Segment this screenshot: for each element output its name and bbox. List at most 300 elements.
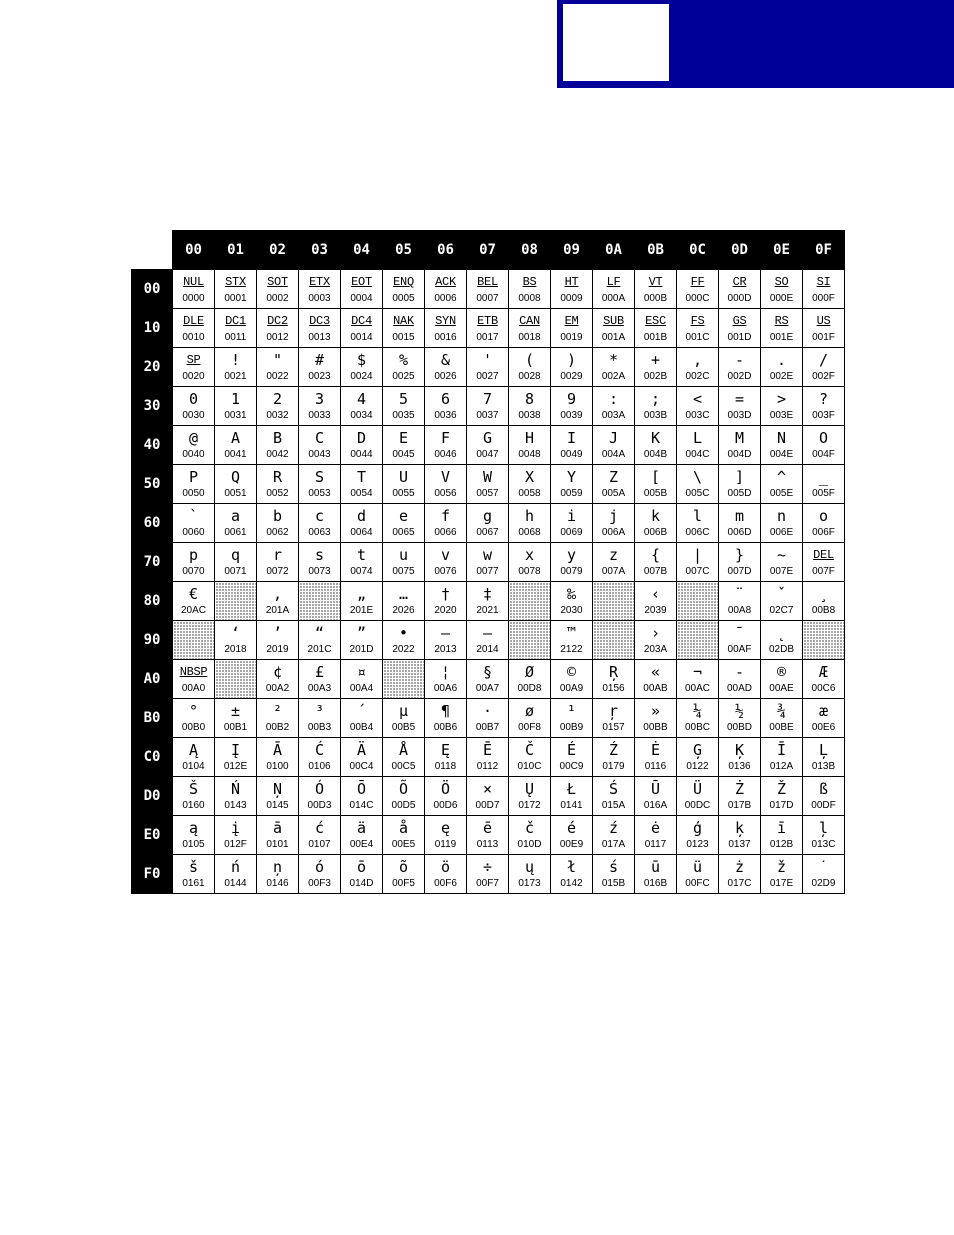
unicode-code: 0004 [350,293,373,304]
character-cell [467,777,509,816]
character-cell [383,348,425,387]
unicode-code: 001C [685,332,710,343]
character-glyph: ’ [272,624,283,642]
character-cell [341,738,383,777]
character-cell [593,387,635,426]
character-cell [803,465,845,504]
control-code-name: FS [690,314,705,328]
unicode-code: 0036 [434,410,457,421]
character-glyph: ō [356,858,367,876]
character-cell [173,777,215,816]
unicode-code: 203A [643,644,668,655]
unicode-code: 0016 [434,332,457,343]
character-cell [383,465,425,504]
unicode-code: 20AC [180,605,206,616]
unicode-code: 0013 [308,332,331,343]
unicode-code: 014C [349,800,374,811]
row-header: 50 [132,465,173,504]
character-cell [299,777,341,816]
character-cell [215,387,257,426]
character-cell [257,660,299,699]
unicode-code: 0105 [182,839,205,850]
character-cell [383,543,425,582]
unicode-code: 0038 [518,410,541,421]
character-glyph: ‘ [230,624,241,642]
unicode-code: 0059 [560,488,583,499]
character-cell [383,387,425,426]
character-cell [803,348,845,387]
character-glyph: ~ [776,546,787,564]
unicode-code: 0143 [224,800,247,811]
column-header: 0D [719,231,761,270]
character-cell [593,465,635,504]
character-cell [341,348,383,387]
unicode-code: 0042 [266,449,289,460]
character-cell [803,738,845,777]
character-glyph: 0 [188,390,199,408]
character-cell [509,699,551,738]
character-cell [215,426,257,465]
character-glyph: * [608,351,619,369]
row-header: 90 [132,621,173,660]
character-cell [173,426,215,465]
character-cell [509,738,551,777]
character-cell [677,309,719,348]
unicode-code: 0141 [560,800,583,811]
unicode-code: 007C [685,566,710,577]
character-glyph: ŗ [608,702,619,720]
character-cell [215,777,257,816]
control-code-name: GS [732,314,747,328]
unicode-code: 0037 [476,410,499,421]
unicode-code: 0027 [476,371,499,382]
character-glyph: + [650,351,661,369]
character-cell [425,738,467,777]
character-glyph: Ō [356,780,367,798]
table-row [132,621,845,660]
unicode-code: 005C [685,488,710,499]
character-glyph: Ķ [734,741,745,759]
character-cell [215,270,257,309]
unicode-code: 005B [643,488,668,499]
unicode-code: 00AC [684,683,710,694]
character-cell [803,426,845,465]
character-cell [677,504,719,543]
character-cell [593,699,635,738]
column-header: 0C [677,231,719,270]
control-code-name: NBSP [179,665,208,679]
character-cell [215,621,257,660]
unicode-code: 0074 [350,566,373,577]
character-cell [467,270,509,309]
character-glyph: ž [776,858,787,876]
unicode-code: 0050 [182,488,205,499]
unicode-code: 0142 [560,878,583,889]
character-cell [299,543,341,582]
character-cell [719,660,761,699]
unicode-code: 00B8 [811,605,836,616]
unicode-code: 0048 [518,449,541,460]
unicode-code: 0173 [518,878,541,889]
code-page-table [131,230,845,894]
character-cell [509,543,551,582]
character-glyph: Ó [314,780,325,798]
unicode-code: 0078 [518,566,541,577]
unicode-code: 00B9 [559,722,584,733]
table-row [132,426,845,465]
character-glyph: M [734,429,745,447]
character-glyph: | [692,546,703,564]
character-cell [635,270,677,309]
control-code-name: ETB [477,314,498,328]
character-glyph: h [524,507,535,525]
character-cell [551,426,593,465]
row-header: B0 [132,699,173,738]
character-cell [509,660,551,699]
character-glyph: w [482,546,493,564]
character-glyph: D [356,429,367,447]
unicode-code: 016B [643,878,668,889]
unicode-code: 000E [769,293,794,304]
character-glyph: ¹ [566,702,577,720]
character-glyph: ; [650,390,661,408]
table-row [132,348,845,387]
character-cell [299,699,341,738]
unicode-code: 00BB [643,722,668,733]
character-cell [467,348,509,387]
unicode-code: 0047 [476,449,499,460]
character-glyph: Ś [608,780,619,798]
unicode-code: 2019 [266,644,289,655]
row-header: 60 [132,504,173,543]
character-cell [299,426,341,465]
control-code-name: NAK [393,314,414,328]
unicode-code: 007E [769,566,794,577]
character-cell [635,738,677,777]
character-cell [635,699,677,738]
unicode-code: 0104 [182,761,205,772]
control-code-name: DLE [183,314,204,328]
unicode-code: 0056 [434,488,457,499]
character-glyph: : [608,390,619,408]
character-glyph: s [314,546,325,564]
unicode-code: 003E [769,410,794,421]
character-cell [803,699,845,738]
unicode-code: 017A [601,839,626,850]
character-cell [803,543,845,582]
character-glyph: H [524,429,535,447]
character-cell [467,816,509,855]
character-cell [383,816,425,855]
character-cell [761,309,803,348]
character-cell [509,465,551,504]
character-cell [299,816,341,855]
character-glyph: ģ [692,819,703,837]
unicode-code: 2039 [644,605,667,616]
character-cell [803,504,845,543]
character-cell [803,816,845,855]
character-cell [719,426,761,465]
unicode-code: 0062 [266,527,289,538]
character-glyph: ¤ [356,663,367,681]
unicode-code: 0040 [182,449,205,460]
unicode-code: 0024 [350,371,373,382]
column-header: 04 [341,231,383,270]
character-cell [257,582,299,621]
unicode-code: 00B2 [265,722,290,733]
character-glyph: 2 [272,390,283,408]
character-cell [719,855,761,894]
unicode-code: 0122 [686,761,709,772]
unicode-code: 004B [643,449,668,460]
unicode-code: 0073 [308,566,331,577]
row-header: 80 [132,582,173,621]
character-glyph: K [650,429,661,447]
unicode-code: 0112 [476,761,499,772]
character-cell [299,855,341,894]
unicode-code: 00D8 [517,683,542,694]
character-glyph: z [608,546,619,564]
unicode-code: 0100 [266,761,289,772]
unicode-code: 0026 [434,371,457,382]
character-glyph: ą [188,819,199,837]
character-cell [467,309,509,348]
character-glyph: ! [230,351,241,369]
unicode-code: 00C9 [559,761,584,772]
unicode-code: 00B4 [349,722,374,733]
unicode-code: 003D [727,410,752,421]
character-glyph: Å [398,741,409,759]
character-cell [383,855,425,894]
unicode-code: 0043 [308,449,331,460]
unicode-code: 00D7 [475,800,500,811]
unicode-code: 00B6 [433,722,458,733]
control-code-name: NUL [183,275,204,289]
character-glyph: Ī [776,741,787,759]
character-cell [719,504,761,543]
character-glyph: / [818,351,829,369]
unicode-code: 0146 [266,878,289,889]
character-glyph: @ [188,429,199,447]
character-cell [677,660,719,699]
character-glyph: ‹ [650,585,661,603]
unicode-code: 00FC [685,878,710,889]
character-glyph: ` [188,507,199,525]
character-cell [299,660,341,699]
character-cell [677,348,719,387]
character-cell [677,738,719,777]
unicode-code: 02C7 [769,605,794,616]
character-glyph: æ [818,702,829,720]
unicode-code: 0075 [392,566,415,577]
table-row [132,543,845,582]
unicode-code: 003F [812,410,835,421]
column-header-row [132,231,845,270]
character-cell [257,270,299,309]
character-cell [341,543,383,582]
character-cell [173,582,215,621]
unicode-code: 00C5 [391,761,416,772]
character-glyph: Ć [314,741,325,759]
character-glyph: Į [230,741,241,759]
character-cell [551,738,593,777]
unicode-code: 0079 [560,566,583,577]
control-code-name: EOT [351,275,372,289]
character-glyph: £ [314,663,325,681]
character-glyph: ś [608,858,619,876]
character-glyph: ™ [566,624,577,642]
character-cell [425,543,467,582]
character-cell [173,699,215,738]
character-glyph: R [272,468,283,486]
character-glyph: ( [524,351,535,369]
character-glyph: } [734,546,745,564]
character-cell [467,387,509,426]
character-cell [215,348,257,387]
character-glyph: , [692,351,703,369]
character-glyph: Ż [734,780,745,798]
unicode-code: 0118 [434,761,457,772]
control-code-name: CAN [519,314,540,328]
unicode-code: 00F5 [392,878,415,889]
header-tab-inset [563,4,669,81]
character-glyph: f [440,507,451,525]
character-cell [761,504,803,543]
character-cell [215,816,257,855]
unicode-code: 00BD [726,722,752,733]
character-cell [173,348,215,387]
character-glyph: l [692,507,703,525]
unicode-code: 001D [727,332,752,343]
character-glyph: õ [398,858,409,876]
unicode-code: 005A [601,488,626,499]
character-cell [761,387,803,426]
character-glyph: ų [524,858,535,876]
unicode-code: 007F [812,566,835,577]
character-glyph: ¢ [272,663,283,681]
character-glyph: „ [356,585,367,603]
unicode-code: 00F7 [476,878,499,889]
character-cell [215,504,257,543]
unicode-code: 201C [307,644,332,655]
unicode-code: 00A2 [265,683,290,694]
character-cell [677,777,719,816]
unicode-code: 0157 [602,722,625,733]
character-glyph: ß [818,780,829,798]
control-code-name: BS [522,275,537,289]
table-row [132,387,845,426]
character-glyph: Š [188,780,199,798]
character-cell [761,738,803,777]
character-cell [173,543,215,582]
row-header: 10 [132,309,173,348]
unicode-code: 0054 [350,488,373,499]
character-cell [467,621,509,660]
character-cell [257,387,299,426]
character-glyph: ā [272,819,283,837]
character-cell [761,582,803,621]
character-glyph: ¾ [776,702,787,720]
undefined-cell [299,582,341,621]
character-cell [425,582,467,621]
unicode-code: 007A [601,566,626,577]
unicode-code: 2020 [434,605,457,616]
row-header: 00 [132,270,173,309]
row-header: C0 [132,738,173,777]
character-cell [299,738,341,777]
character-cell [425,270,467,309]
unicode-code: 0057 [476,488,499,499]
character-cell [551,582,593,621]
character-glyph: ^ [776,468,787,486]
column-header: 08 [509,231,551,270]
character-glyph: < [692,390,703,408]
undefined-cell [215,660,257,699]
character-glyph: ¬ [692,663,703,681]
unicode-code: 00AD [726,683,752,694]
character-cell [467,582,509,621]
character-glyph: W [482,468,493,486]
character-glyph: Ø [524,663,535,681]
character-glyph: y [566,546,577,564]
character-glyph: Ņ [272,780,283,798]
unicode-code: 0064 [350,527,373,538]
control-code-name: ENQ [393,275,414,289]
character-cell [341,660,383,699]
unicode-code: 0060 [182,527,205,538]
character-cell [467,855,509,894]
character-cell [173,309,215,348]
character-cell [509,855,551,894]
character-glyph: ‰ [566,585,577,603]
character-cell [551,309,593,348]
unicode-code: 004D [727,449,752,460]
control-code-name: DC1 [225,314,246,328]
character-glyph: Ę [440,741,451,759]
unicode-code: 015A [601,800,626,811]
character-glyph: = [734,390,745,408]
unicode-code: 00AE [769,683,794,694]
unicode-code: 00A3 [307,683,332,694]
control-code-name: BEL [477,275,498,289]
unicode-code: 0039 [560,410,583,421]
table-row [132,270,845,309]
character-cell [257,309,299,348]
character-glyph: Ģ [692,741,703,759]
character-glyph: X [524,468,535,486]
character-glyph: ć [314,819,325,837]
control-code-name: SP [186,353,201,367]
unicode-code: 005D [727,488,752,499]
character-cell [299,270,341,309]
character-cell [719,309,761,348]
table-row [132,699,845,738]
character-cell [341,426,383,465]
unicode-code: 0001 [224,293,247,304]
unicode-code: 010D [517,839,542,850]
unicode-code: 0045 [392,449,415,460]
unicode-code: 003A [601,410,626,421]
unicode-code: 004C [685,449,710,460]
character-glyph: E [398,429,409,447]
character-glyph: ø [524,702,535,720]
control-code-name: LF [606,275,621,289]
column-header: 02 [257,231,299,270]
control-code-name: DEL [813,548,834,562]
character-glyph: 6 [440,390,451,408]
character-cell [761,777,803,816]
character-cell [803,270,845,309]
